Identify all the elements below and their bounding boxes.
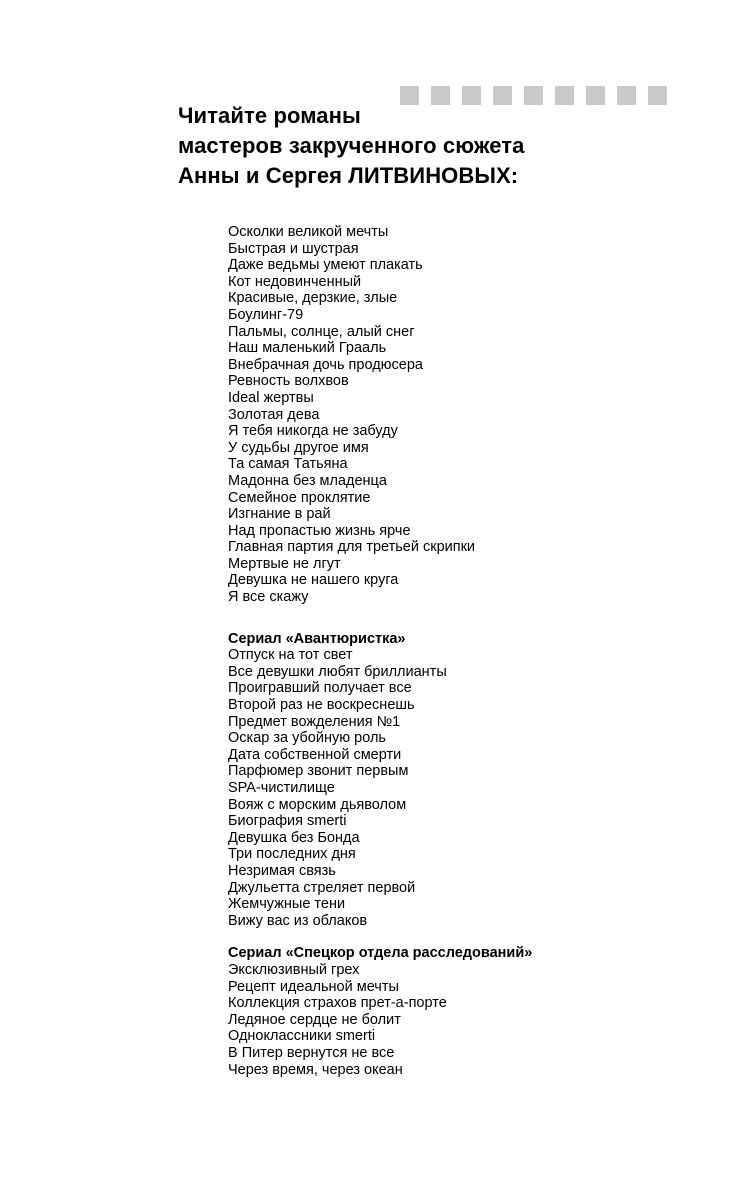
book-title: Ревность волхвов [228, 373, 349, 390]
decorative-square-icon [586, 86, 605, 105]
series-section-avantyuristka [228, 631, 532, 930]
book-title: Мадонна без младенца [228, 472, 387, 489]
book-title: Кот недовинченный [228, 273, 362, 290]
book-title: Эксклюзивный грех [228, 961, 360, 978]
book-title: Мертвые не лгут [228, 555, 341, 572]
decorative-square-icon [648, 86, 667, 105]
main-book-list [228, 224, 532, 606]
book-title: Изгнание в рай [228, 506, 331, 523]
series-book-list [228, 647, 532, 929]
book-title: SPA-чистилище [228, 780, 335, 796]
book-title: Семейное проклятие [228, 489, 371, 506]
series-title: Сериал «Авантюристка» [228, 630, 406, 647]
series-title: Сериал «Спецкор отдела расследований» [228, 945, 533, 962]
book-title: Ideal жертвы [228, 389, 314, 406]
book-title: Одноклассники smerti [228, 1028, 376, 1045]
book-title: Я тебя никогда не забуду [228, 423, 398, 440]
book-title: Даже ведьмы умеют плакать [228, 257, 423, 274]
book-title: Девушка без Бонда [228, 829, 360, 846]
book-title: Боулинг-79 [228, 306, 304, 323]
book-title: Биография smerti [228, 813, 347, 830]
book-title: Предмет вожделения №1 [228, 713, 401, 730]
book-title: Джульетта стреляет первой [228, 879, 416, 896]
book-title: Внебрачная дочь продюсера [228, 356, 423, 373]
book-title: У судьбы другое имя [228, 439, 369, 456]
book-title: Все девушки любят бриллианты [228, 663, 447, 680]
series-section-spetskor [228, 945, 532, 1078]
book-title: Дата собственной смерти [228, 746, 402, 763]
book-title: Девушка не нашего круга [228, 572, 399, 589]
title-line-3: Анны и Сергея ЛИТВИНОВЫХ: [178, 163, 519, 188]
book-title: Над пропастью жизнь ярче [228, 522, 411, 539]
book-title: В Питер вернутся не все [228, 1044, 395, 1061]
page-title [178, 101, 525, 191]
book-title: Я все скажу [228, 589, 309, 606]
book-title: Проигравший получает все [228, 680, 412, 697]
series-book-list [228, 962, 532, 1078]
decorative-square-icon [617, 86, 636, 105]
book-lists [228, 224, 532, 1078]
book-title: Вояж с морским дьяволом [228, 796, 407, 813]
book-title: Красивые, дерзкие, злые [228, 290, 398, 307]
book-title: Та самая Татьяна [228, 456, 348, 473]
book-title: Осколки великой мечты [228, 224, 389, 240]
book-title: Коллекция страхов прет-а-порте [228, 995, 447, 1012]
book-title: Второй раз не воскреснешь [228, 697, 415, 714]
title-line-1: Читайте романы [178, 103, 361, 128]
book-title: Рецепт идеальной мечты [228, 978, 399, 995]
title-line-2: мастеров закрученного сюжета [178, 133, 525, 158]
book-title: Золотая дева [228, 406, 320, 423]
book-title: Три последних дня [228, 846, 356, 863]
book-title: Ледяное сердце не болит [228, 1011, 401, 1028]
book-title: Пальмы, солнце, алый снег [228, 323, 415, 340]
book-title: Наш маленький Грааль [228, 340, 387, 357]
book-title: Незримая связь [228, 862, 336, 879]
book-title: Быстрая и шустрая [228, 240, 359, 257]
decorative-square-icon [555, 86, 574, 105]
book-title: Оскар за убойную роль [228, 730, 386, 747]
decorative-square-icon [524, 86, 543, 105]
book-title: Главная партия для третьей скрипки [228, 539, 476, 556]
book-title: Вижу вас из облаков [228, 912, 368, 929]
book-title: Парфюмер звонит первым [228, 763, 409, 780]
book-title: Жемчужные тени [228, 896, 346, 913]
book-title: Отпуск на тот свет [228, 647, 353, 664]
book-title: Через время, через океан [228, 1061, 403, 1078]
